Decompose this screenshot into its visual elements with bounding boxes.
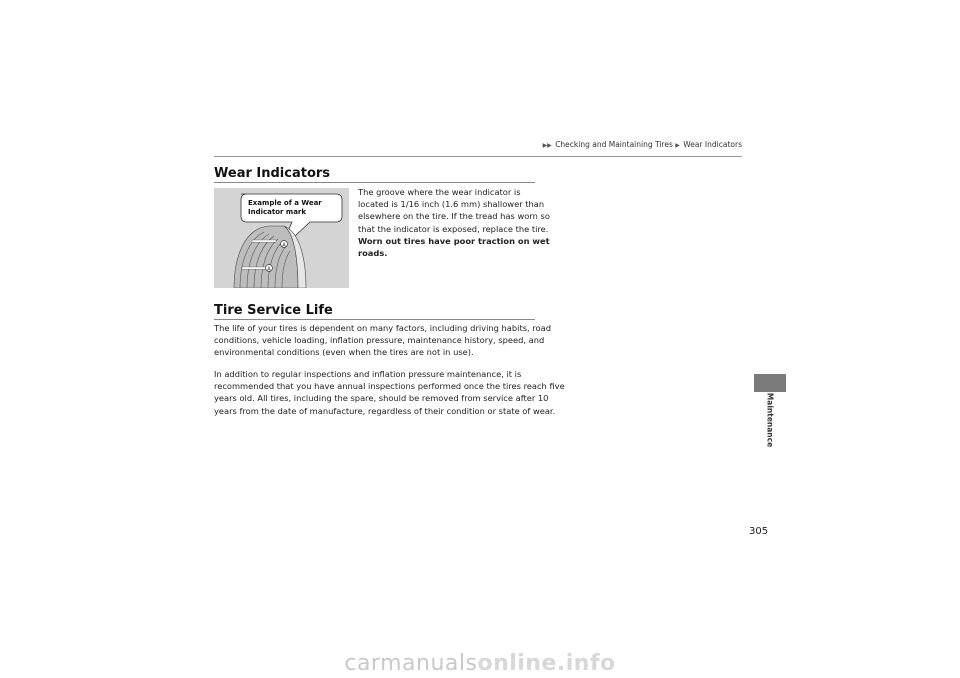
tire-service-life-para1 — [214, 322, 551, 359]
header-rule — [214, 156, 742, 157]
text-line: years old. All tires, including the spare, should be removed from service after 10 — [214, 393, 549, 404]
tire-service-life-heading: Tire Service Life — [214, 303, 333, 318]
tire-service-life-para2 — [214, 368, 565, 417]
figure-caption: Example of a Wear Indicator mark — [248, 199, 322, 216]
wear-indicator-figure — [214, 188, 349, 288]
section-tab[interactable] — [754, 374, 786, 392]
wear-indicators-text — [358, 186, 550, 259]
wear-indicators-rule — [214, 182, 535, 183]
text-line: environmental conditions (even when the tires are not in use). — [214, 347, 474, 358]
text-line: The groove where the wear indicator is — [358, 187, 521, 197]
text-line: In addition to regular inspections and inflation pressure maintenance, it is — [214, 369, 522, 379]
wear-indicators-heading: Wear Indicators — [214, 166, 331, 181]
svg-text:A: A — [267, 266, 271, 273]
text-line: years from the date of manufacture, regardless of their condition or state of wear. — [214, 405, 556, 416]
double-arrow-right-icon: ▶▶ — [542, 142, 552, 149]
watermark: carmanualsonline.info — [344, 651, 616, 676]
text-line: conditions, vehicle loading, inflation pressure, maintenance history, speed, and — [214, 335, 545, 346]
page-number: 305 — [749, 526, 769, 537]
text-line: located is 1/16 inch (1.6 mm) shallower than — [358, 199, 545, 210]
text-line: that the indicator is exposed, replace the tire. — [358, 223, 549, 234]
text-line: The life of your tires is dependent on many factors, including driving habits, road — [214, 323, 551, 333]
breadcrumb-current: Wear Indicators — [683, 140, 742, 149]
breadcrumb-section[interactable]: Checking and Maintaining Tires — [555, 140, 673, 149]
svg-text:A: A — [282, 242, 286, 249]
arrow-right-icon: ▶ — [675, 142, 680, 149]
text-line: recommended that you have annual inspections performed once the tires reach five — [214, 381, 565, 392]
warning-line: roads. — [358, 248, 388, 259]
breadcrumb — [543, 140, 742, 149]
section-tab-label: Maintenance — [765, 392, 775, 448]
text-line: elsewhere on the tire. If the tread has worn so — [358, 211, 550, 222]
tire-service-life-rule — [214, 319, 535, 320]
warning-line: Worn out tires have poor traction on wet — [358, 235, 550, 246]
